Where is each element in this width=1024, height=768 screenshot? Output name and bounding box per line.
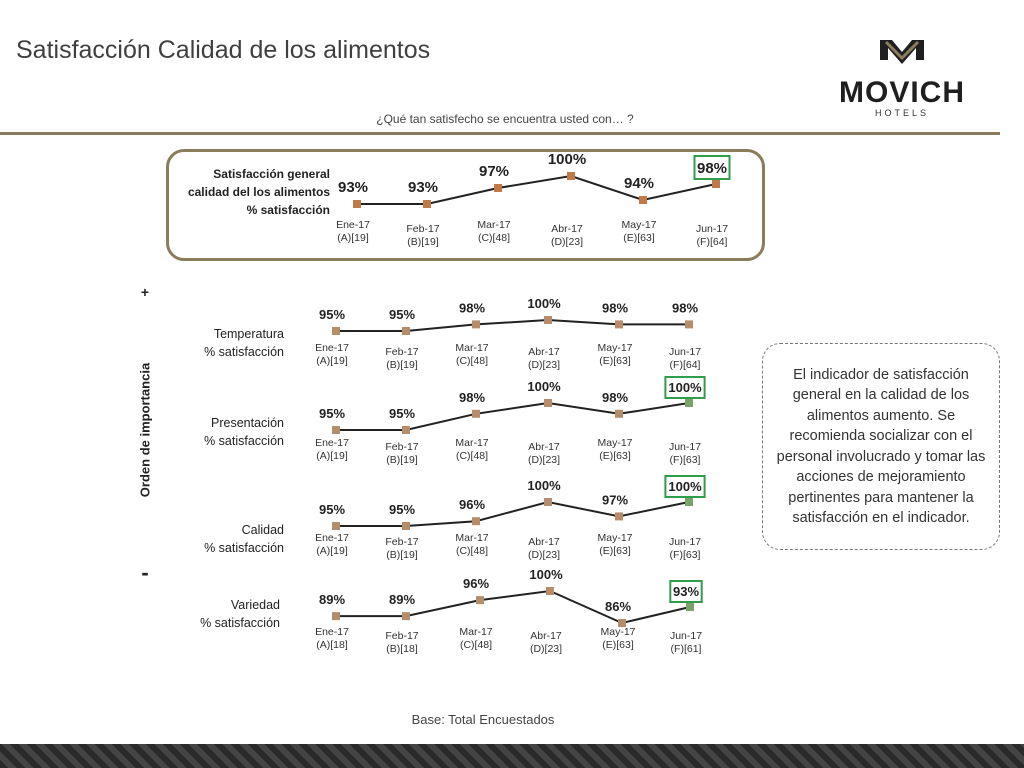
importance-plus-sign: + — [140, 284, 150, 300]
category-label-line: (C)[48] — [455, 450, 489, 462]
category-label-variedad-1 — [385, 630, 418, 655]
series-label-presentacion — [204, 416, 284, 448]
data-point-satisfaccion-general-5 — [712, 180, 720, 188]
importance-axis — [133, 280, 157, 590]
category-label-temperatura-0 — [315, 342, 349, 367]
data-label-calidad-5: 100% — [668, 479, 702, 494]
category-label-line: Ene-17 — [336, 219, 370, 231]
category-label-line: Feb-17 — [385, 346, 419, 358]
category-label-temperatura-5 — [669, 346, 701, 371]
category-label-line: (A)[19] — [337, 232, 369, 244]
category-label-line: Abr-17 — [528, 441, 560, 453]
category-label-line: (A)[19] — [316, 355, 348, 367]
data-point-temperatura-0 — [332, 327, 340, 335]
data-label-presentacion-0: 95% — [318, 406, 346, 421]
data-label-temperatura-0: 95% — [318, 307, 346, 322]
category-label-line: (E)[63] — [623, 232, 655, 244]
data-point-variedad-2 — [476, 596, 484, 604]
chart-calidad — [204, 476, 705, 561]
category-label-line: Mar-17 — [455, 437, 489, 449]
category-label-variedad-0 — [315, 626, 349, 651]
category-label-line: Abr-17 — [528, 346, 560, 358]
data-label-temperatura-4: 98% — [601, 300, 629, 316]
base-note: Base: Total Encuestados — [411, 712, 555, 727]
category-label-satisfaccion-general-1 — [406, 223, 439, 248]
category-label-line: (F)[63] — [669, 549, 701, 561]
category-label-line: (D)[23] — [529, 643, 563, 655]
series-label-line: % satisfacción — [204, 345, 284, 359]
importance-axis-label: Orden de importancia — [137, 362, 153, 498]
data-label-calidad-3: 100% — [527, 478, 561, 493]
data-label-presentacion-5: 100% — [668, 380, 702, 395]
data-label-satisfaccion-general-0: 93% — [337, 179, 369, 196]
data-label-satisfaccion-general-1: 93% — [407, 179, 439, 196]
data-label-calidad-4: 97% — [601, 492, 629, 508]
category-label-line: (B)[18] — [386, 643, 418, 655]
data-point-presentacion-1 — [402, 426, 410, 434]
category-label-line: (C)[48] — [459, 639, 493, 651]
category-label-presentacion-1 — [385, 441, 418, 466]
category-label-line: (D)[23] — [527, 454, 561, 466]
data-label-variedad-2: 96% — [462, 576, 490, 592]
category-label-calidad-3 — [528, 536, 560, 561]
category-label-line: Mar-17 — [455, 342, 489, 354]
data-label-variedad-3: 100% — [529, 567, 563, 582]
chart-variedad — [200, 567, 702, 655]
category-label-line: (F)[64] — [669, 359, 701, 371]
comment-text: El indicador de satisfacción general en la calidad de los alimentos aumento. Se recomienda socializar con el personal involucrado y tomar las acciones de mejoramiento pertinentes para mantener la satisfacción en el indicador. — [776, 366, 986, 526]
series-label-line: % satisfacción — [204, 541, 284, 555]
category-label-temperatura-2 — [455, 342, 488, 367]
category-label-line: Jun-17 — [669, 630, 703, 642]
survey-question: ¿Qué tan satisfecho se encuentra usted con… ? — [376, 112, 634, 126]
category-label-line: (D)[23] — [527, 549, 561, 561]
category-label-line: (C)[48] — [477, 232, 511, 244]
category-label-line: May-17 — [600, 626, 636, 638]
category-label-line: (B)[19] — [407, 236, 439, 248]
category-label-satisfaccion-general-5 — [696, 223, 728, 248]
data-point-variedad-3 — [546, 587, 554, 595]
data-label-temperatura-2: 98% — [458, 300, 486, 316]
data-label-calidad-1: 95% — [388, 502, 416, 517]
data-point-calidad-1 — [402, 522, 410, 530]
category-label-calidad-0 — [315, 532, 349, 557]
category-label-line: Feb-17 — [406, 223, 440, 235]
data-label-presentacion-4: 98% — [601, 389, 629, 405]
data-point-presentacion-5 — [685, 399, 693, 407]
data-label-variedad-0: 89% — [318, 592, 346, 608]
chart-presentacion — [204, 377, 705, 466]
footer-stripe — [0, 744, 1024, 768]
series-label-line: Temperatura — [213, 327, 284, 341]
series-label-calidad — [204, 523, 284, 555]
category-label-line: Jun-17 — [695, 223, 729, 235]
category-label-calidad-1 — [385, 536, 418, 561]
comment-box — [762, 343, 1000, 550]
category-label-line: (E)[63] — [599, 355, 631, 367]
series-label-temperatura — [204, 327, 284, 359]
category-label-line: Ene-17 — [315, 342, 349, 354]
category-label-line: (A)[19] — [316, 450, 348, 462]
category-label-line: (B)[19] — [386, 549, 418, 561]
category-label-line: (B)[19] — [386, 454, 418, 466]
data-label-presentacion-1: 95% — [388, 406, 416, 421]
category-label-presentacion-3 — [528, 441, 560, 466]
category-label-line: (F)[64] — [696, 236, 728, 248]
category-label-temperatura-3 — [528, 346, 560, 371]
category-label-line: Abr-17 — [551, 223, 583, 235]
category-label-line: May-17 — [621, 219, 657, 231]
data-point-presentacion-2 — [472, 410, 480, 418]
series-label-line: % satisfacción — [246, 203, 330, 217]
category-label-satisfaccion-general-4 — [621, 219, 656, 244]
series-label-line: Variedad — [230, 598, 280, 612]
category-label-satisfaccion-general-0 — [336, 219, 370, 244]
data-point-satisfaccion-general-0 — [353, 200, 361, 208]
category-label-presentacion-0 — [315, 437, 349, 462]
data-label-satisfaccion-general-4: 94% — [623, 175, 655, 192]
series-label-line: % satisfacción — [200, 616, 280, 630]
category-label-temperatura-4 — [597, 342, 632, 367]
category-label-variedad-3 — [530, 630, 562, 655]
data-point-satisfaccion-general-3 — [567, 172, 575, 180]
data-point-presentacion-3 — [544, 399, 552, 407]
category-label-variedad-2 — [459, 626, 492, 651]
data-point-temperatura-1 — [402, 327, 410, 335]
data-label-presentacion-3: 100% — [527, 379, 561, 394]
data-point-temperatura-4 — [615, 320, 623, 328]
data-label-presentacion-2: 98% — [458, 389, 486, 405]
data-point-calidad-2 — [472, 517, 480, 525]
data-label-satisfaccion-general-2: 97% — [478, 163, 510, 180]
category-label-line: (B)[19] — [386, 359, 418, 371]
data-point-variedad-5 — [686, 603, 694, 611]
category-label-line: Ene-17 — [315, 626, 349, 638]
category-label-line: (F)[63] — [669, 454, 701, 466]
category-label-line: (D)[23] — [550, 236, 584, 248]
data-point-variedad-0 — [332, 612, 340, 620]
data-point-satisfaccion-general-1 — [423, 200, 431, 208]
category-label-line: (F)[61] — [670, 643, 702, 655]
series-label-line: % satisfacción — [204, 434, 284, 448]
series-label-satisfaccion-general — [188, 167, 330, 217]
data-label-satisfaccion-general-3: 100% — [547, 151, 587, 168]
category-label-line: Feb-17 — [385, 630, 419, 642]
category-label-calidad-4 — [597, 532, 632, 557]
data-label-variedad-5: 93% — [672, 584, 700, 599]
series-label-line: Satisfacción general — [213, 167, 330, 181]
category-label-line: (A)[18] — [316, 639, 348, 651]
category-label-line: Jun-17 — [668, 441, 702, 453]
category-label-line: Jun-17 — [668, 346, 702, 358]
category-label-variedad-5 — [670, 630, 702, 655]
series-label-line: calidad del los alimentos — [187, 185, 330, 199]
data-point-presentacion-4 — [615, 410, 623, 418]
chart-temperatura — [204, 296, 701, 371]
category-label-presentacion-4 — [597, 437, 632, 462]
series-label-line: Presentación — [211, 416, 284, 430]
series-label-line: Calidad — [241, 523, 284, 537]
data-point-temperatura-5 — [685, 320, 693, 328]
category-label-line: Ene-17 — [315, 532, 349, 544]
data-point-calidad-0 — [332, 522, 340, 530]
chart-satisfaccion-general — [188, 151, 730, 248]
slide-title: Satisfacción Calidad de los alimentos — [16, 36, 431, 64]
data-point-calidad-5 — [685, 498, 693, 506]
data-point-satisfaccion-general-2 — [494, 184, 502, 192]
category-label-presentacion-5 — [669, 441, 701, 466]
category-label-line: (E)[63] — [602, 639, 634, 651]
data-label-temperatura-5: 98% — [671, 300, 699, 316]
category-label-line: Mar-17 — [477, 219, 511, 231]
data-label-calidad-0: 95% — [318, 502, 346, 517]
data-label-calidad-2: 96% — [458, 497, 486, 513]
category-label-line: (D)[23] — [527, 359, 561, 371]
series-label-variedad — [200, 598, 280, 630]
category-label-presentacion-2 — [455, 437, 488, 462]
data-point-calidad-3 — [544, 498, 552, 506]
brand-subname: HOTELS — [874, 108, 930, 118]
category-label-temperatura-1 — [385, 346, 418, 371]
category-label-calidad-5 — [669, 536, 701, 561]
data-point-temperatura-3 — [544, 316, 552, 324]
category-label-line: (C)[48] — [455, 545, 489, 557]
data-point-presentacion-0 — [332, 426, 340, 434]
data-point-calidad-4 — [615, 512, 623, 520]
category-label-line: (E)[63] — [599, 545, 631, 557]
category-label-line: May-17 — [597, 437, 633, 449]
category-label-line: Mar-17 — [455, 532, 489, 544]
data-point-variedad-1 — [402, 612, 410, 620]
data-point-satisfaccion-general-4 — [639, 196, 647, 204]
brand-name: MOVICH — [839, 76, 965, 109]
category-label-line: Feb-17 — [385, 441, 419, 453]
category-label-line: Mar-17 — [459, 626, 493, 638]
category-label-line: Ene-17 — [315, 437, 349, 449]
category-label-line: Abr-17 — [530, 630, 562, 642]
category-label-calidad-2 — [455, 532, 488, 557]
data-label-temperatura-3: 100% — [527, 296, 561, 311]
category-label-line: (C)[48] — [455, 355, 489, 367]
category-label-satisfaccion-general-3 — [551, 223, 583, 248]
category-label-satisfaccion-general-2 — [477, 219, 510, 244]
category-label-line: Jun-17 — [668, 536, 702, 548]
data-label-variedad-1: 89% — [388, 592, 416, 608]
category-label-line: May-17 — [597, 342, 633, 354]
category-label-line: Abr-17 — [528, 536, 560, 548]
category-label-line: (E)[63] — [599, 450, 631, 462]
data-point-temperatura-2 — [472, 320, 480, 328]
category-label-line: Feb-17 — [385, 536, 419, 548]
category-label-line: May-17 — [597, 532, 633, 544]
importance-minus-sign: - — [141, 560, 149, 585]
data-label-satisfaccion-general-5: 98% — [696, 160, 728, 177]
data-label-temperatura-1: 95% — [388, 307, 416, 322]
data-label-variedad-4: 86% — [604, 599, 632, 614]
category-label-variedad-4 — [600, 626, 635, 651]
category-label-line: (A)[19] — [316, 545, 348, 557]
